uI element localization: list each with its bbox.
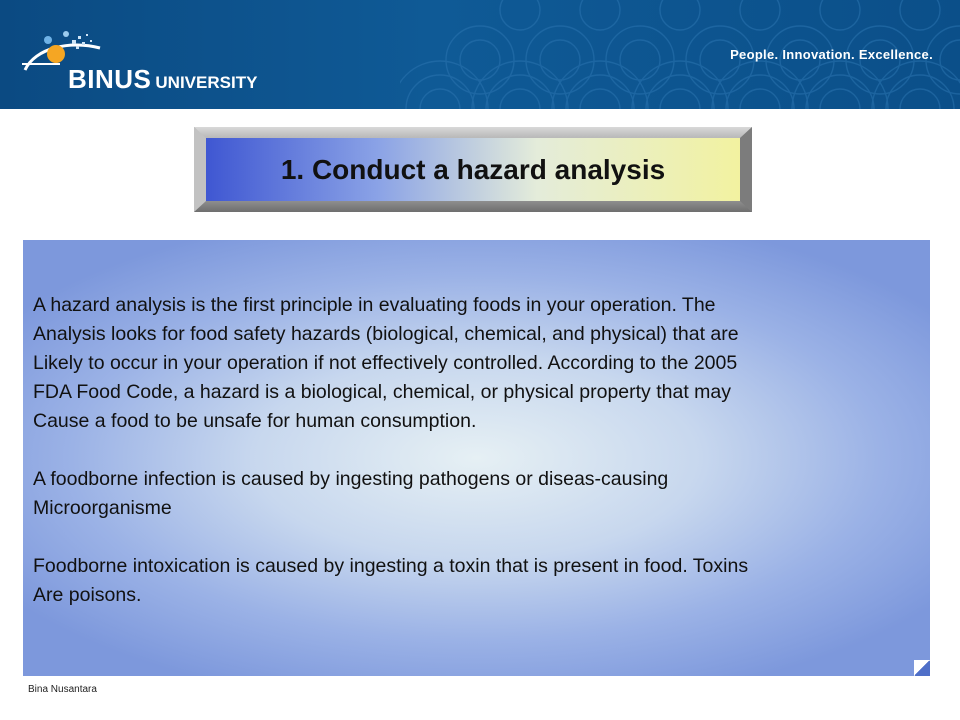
logo-university-text: UNIVERSITY bbox=[155, 73, 258, 92]
text-line: Cause a food to be unsafe for human consumption. bbox=[33, 410, 477, 432]
title-face bbox=[206, 138, 740, 201]
logo-binus-text: BINUS bbox=[68, 64, 152, 94]
paragraph-hazard-analysis bbox=[33, 291, 923, 436]
slide-title: 1. Conduct a hazard analysis bbox=[280, 153, 666, 185]
logo-wordmark bbox=[68, 64, 257, 95]
title-box bbox=[194, 127, 752, 212]
paragraph-foodborne-infection bbox=[33, 465, 923, 523]
text-line: Foodborne intoxication is caused by ingesting a toxin that is present in food. Toxins bbox=[33, 555, 749, 577]
title-bevel-right bbox=[740, 127, 752, 212]
header-banner bbox=[0, 0, 960, 109]
tagline: People. Innovation. Excellence. bbox=[730, 47, 933, 62]
paragraph-foodborne-intoxication bbox=[33, 552, 923, 610]
title-bevel-top bbox=[194, 127, 752, 138]
text-line: Microorganisme bbox=[33, 497, 172, 519]
content-panel bbox=[23, 240, 930, 676]
title-bevel-bottom bbox=[194, 201, 752, 212]
text-line: FDA Food Code, a hazard is a biological, chemical, or physical property that may bbox=[33, 381, 732, 403]
text-line: Are poisons. bbox=[33, 584, 142, 606]
footer-text: Bina Nusantara bbox=[28, 684, 97, 695]
text-line: Analysis looks for food safety hazards (biological, chemical, and physical) that are bbox=[33, 323, 739, 345]
title-bevel-left bbox=[194, 127, 206, 212]
page-fold-corner bbox=[914, 660, 930, 676]
text-line: Likely to occur in your operation if not effectively controlled. According to the 2005 bbox=[33, 352, 738, 374]
text-line: A hazard analysis is the first principle in evaluating foods in your operation. The bbox=[33, 294, 716, 316]
text-line: A foodborne infection is caused by ingesting pathogens or diseas-causing bbox=[33, 468, 669, 490]
